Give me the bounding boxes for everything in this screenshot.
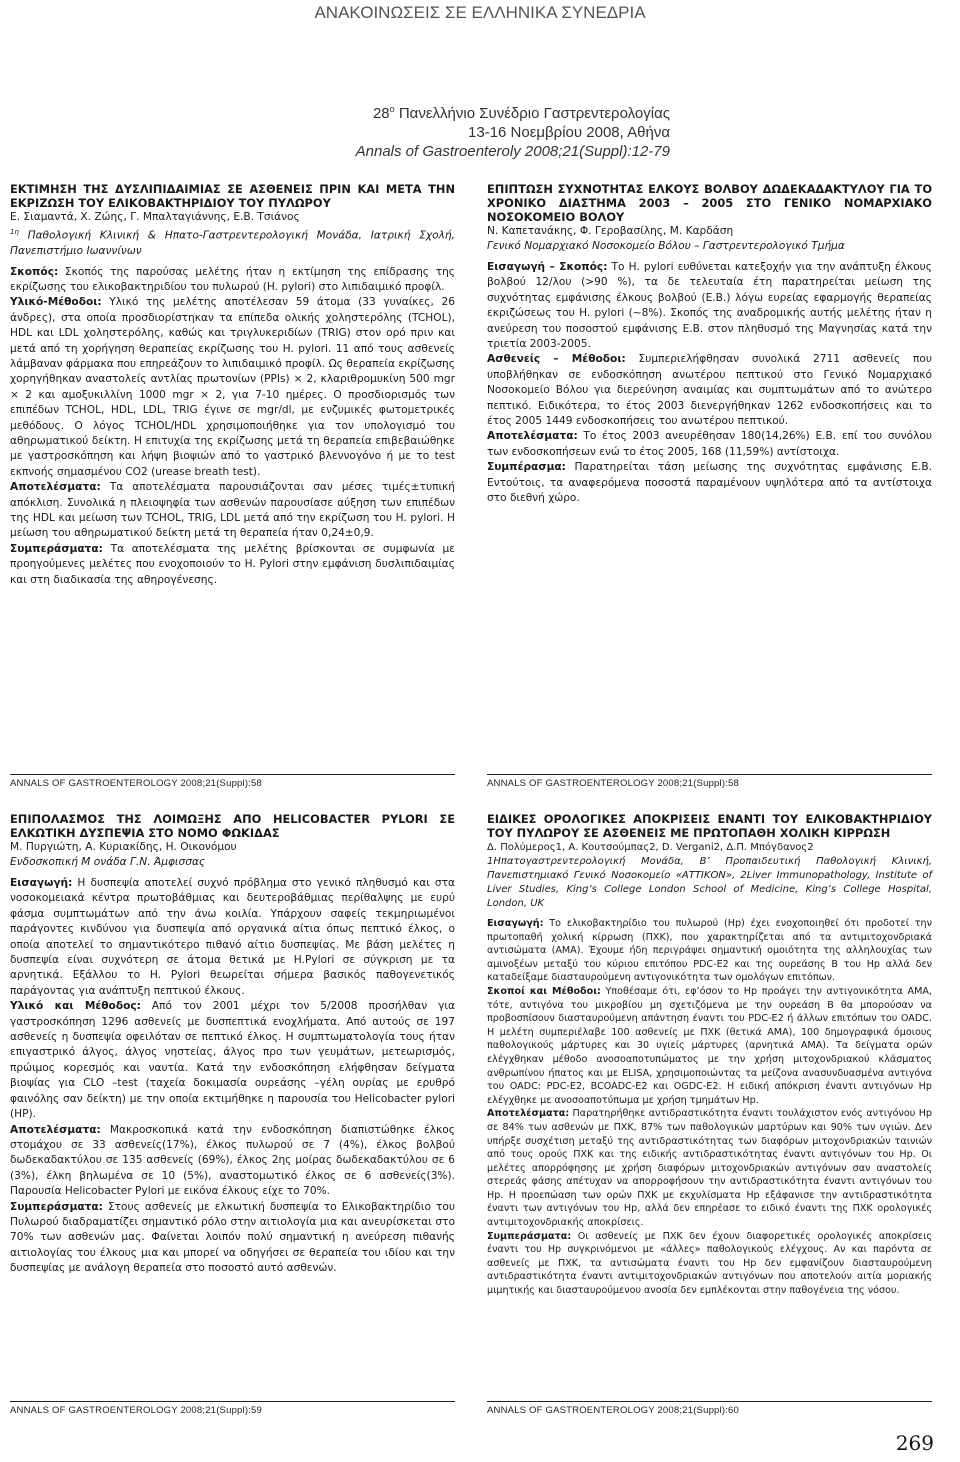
conference-title [170, 100, 670, 123]
paragraph-label: Συμπεράσματα: [487, 1230, 572, 1242]
abstract-paragraph [10, 480, 455, 542]
abstract-authors: Μ. Πυργιώτη, Α. Κυριακίδης, Η. Οικονόμου [10, 841, 237, 853]
abstract-authors: Ν. Καπετανάκης, Φ. Γεροβασίλης, Μ. Καρδάση [487, 225, 734, 237]
abstract-paragraph [10, 295, 455, 480]
paragraph-label: Αποτελέσματα: [487, 1108, 570, 1120]
abstract-1 [10, 182, 455, 588]
conference-name: Πανελλήνιο Συνέδριο Γαστρεντερολογίας [398, 105, 670, 122]
paragraph-text: Τα αποτελέσματα παρουσιάζονται σαν μέσες τιμές±τυπική απόκλιση. Συνολικά η πλειοψηφία των ασθενών παρουσίασε αύξηση των επιπέδων της HDL και μείωση των TCHOL, TRIG, LDL μετά από την εκρίζωση του H. pylori. Η μείωση του αθηρωματικού δείκτη μετά τη θεραπεία ήταν 0,24±0,9. [10, 481, 455, 540]
paragraph-label: Υλικό και Μέθοδος: [10, 1000, 141, 1013]
paragraph-label: Αποτελέσματα: [487, 430, 578, 443]
paragraph-label: Αποτελέσματα: [10, 481, 101, 494]
abstract-paragraph [10, 1123, 455, 1200]
abstract-paragraph [487, 429, 932, 460]
abstract-paragraph [10, 542, 455, 588]
paragraph-text: Μακροσκοπικά κατά την ενδοσκόπηση διαπιστώθηκε έλκος στομάχου σε 33 ασθενείς(17%), έλκος πυλωρού σε 7 (4%), έλκος βολβού δωδεκαδακτύλου σε 135 ασθενείς (69%), έλκος 2ης μοίρας δωδεκαδακτύλου σε 6 (3%), έλκη βηλωμένα σε 10 (5%), αναστομωτικό έλκος σε 6 ασθενείς(3%). Παρουσία Helicobacter Pylori με εικόνα έλκους είχε το 70%. [10, 1123, 455, 1198]
abstract-paragraph [487, 460, 932, 506]
abstract-paragraph [10, 265, 455, 296]
affiliation-superscript: 1η [10, 228, 19, 236]
conference-journal: Annals of Gastroenteroly 2008;21(Suppl):12-79 [355, 143, 670, 160]
paragraph-text: Το ελικοβακτηρίδιο του πυλωρού (Hp) έχει ενοχοποιηθεί ότι προδοτεί την πρωτοπαθή χολική κίρρωση (ΠΧΚ), που χαρακτηρίζεται από τα αντιμιτοχονδριακά αντισώματα (AMA). Έχουμε ήδη περιγράψει σημαντική ομοιότητα της αλληλουχίας των αμινοξέων μεταξύ του κύριου επιτόπου PDC-E2 και της ουρεάσης B του Hp αλλά δεν καταδείξαμε διασταυρούμενη αντιγονικότητα των ομολόγων επιτόπων. [487, 918, 932, 984]
abstract-affiliation: Ενδοσκοπική Μ ονάδα Γ.Ν. Άμφισσας [10, 856, 206, 868]
affiliation-text: Παθολογική Κλινική & Ηπατο-Γαστρεντερολογική Μονάδα, Ιατρική Σχολή, Πανεπιστήμιο Ιωαννίνων [10, 229, 455, 257]
paragraph-text: Παρατηρήθηκε αντιδραστικότητα έναντι τουλάχιστον ενός αντιγόνου Hp σε 84% των ασθενών με ΠΧΚ, 87% των παθολογικών μαρτύρων και 90% των υγιών. Δεν υπήρξε συσχέτιση μεταξύ της αντιδραστικότητας των διαφόρων μιτοχονδριακών ταινιών από τους ορούς ΠΧΚ και της ειδικής αντιδραστικότητας έναντι αντιγόνων του Hp. Οι μελέτες απορρόφησης με χρήση διαφόρων μιτοχονδριακών αντιγόνων σαν αναστολείς στερεάς φάσης απέτυχαν να απορροφήσουν την αντιδραστικότητα έναντι αντιγόνων του Hp. Η προεπώαση των ορών ΠΧΚ με εκχυλίσματα Hp εξάφανισε την αντιδραστικότητα έναντι των αντιγόνων του Hp, αλλά δεν επηρέασε το ειδικό έναντι της ΠΧΚ ορολογικές αντιμιτοχονδριακής αποκρίσεις. [487, 1108, 932, 1229]
abstract-4 [487, 812, 932, 1298]
abstract-paragraph [487, 352, 932, 429]
abstract-paragraph [487, 917, 932, 985]
paragraph-label: Ασθενείς – Μέθοδοι: [487, 353, 626, 366]
paragraph-text: Το H. pylori ευθύνεται κατεξοχήν για την ανάπτυξη έλκους βολβού 12/λου (>90 %), τα δε τελευταία έτη παρατηρείται μείωση της συχνότητας εμφάνισης έλκους βολβού (Ε.Β.) λόγω ευρείας εφαρμογής θεραπείας εκριζώσεως του H. pylori (~8%). Σκοπός της αναδρομικής αυτής μελέτης ήταν η ανεύρεση του ποσοστού εμφάνισης Ε.Β. στον πληθυσμό της Μαγνησίας κατά την τριετία 2003-2005. [487, 261, 932, 351]
abstract-authors: Δ. Πολύμερος1, Α. Κουτσούμπας2, D. Vergani2, Δ.Π. Μπόγδανος2 [487, 842, 814, 853]
paragraph-label: Σκοποί και Μέθοδοι: [487, 985, 601, 997]
page-number: 269 [895, 1431, 934, 1455]
paragraph-text: Υλικό της μελέτης αποτέλεσαν 59 άτομα (33 γυναίκες, 26 άνδρες), στα οποία προσδιορίστηκαν τα επίπεδα ολικής χοληστερόλης (TCHOL), HDL και LDL χοληστερόλης, καθώς και τριγλυκεριδίων (TRIG) στον ορό πριν και μετά από τη χορήγηση θεραπείας εκρίζωσης του H. pylori. 11 από τους ασθενείς λάμβαναν φάρμακα που επηρεάζουν το λιπιδαιμικό προφίλ. Ως θεραπεία εκρίζωσης χορηγήθηκαν αναστολείς αντλίας πρωτονίων (PPIs) × 2, κλαριθρομυκίνη 500 mgr × 2 και αμοξυκιλλίνη 1000 mgr × 2, για 7-10 ημέρες. Ο προσδιορισμός των επιπέδων TCHOL, HDL, LDL, TRIG έγινε σε mgr/dl, με ενζυμικές φωτομετρικές μεθόδους. Ο λόγος TCHOL/HDL χρησιμοποιήθηκε για τον υπολογισμό του αθηρωματικού δείκτη. Η επιτυχία της εκρίζωσης μετά τη θεραπεία επιβεβαιώθηκε με γαστροσκόπηση και λήψη βιοψιών από το γαστρικό βλεννογόνο ή με το test εκπνοής σημασμένου CO2 (urease breath test). [10, 296, 455, 478]
abstract-paragraph [10, 999, 455, 1122]
abstract-3-footer: ANNALS OF GASTROENTEROLOGY 2008;21(Suppl):59 [10, 1401, 455, 1416]
paragraph-text: Υποθέσαμε ότι, εφ’όσον το Hp προάγει την αντιγονικότητα AMA, τότε, αντιγόνα του μικροβίου μη σχετιζόμενα με την ουρεάση B θα μπορούσαν να προβοσπίσουν διασταυρούμενη απάντηση έναντι του PDC-E2 ή άλλων επιτόπων του OADC. Η μελέτη συμπεριέλαβε 100 ασθενείς με ΠΧΚ (θετικά AMA), 100 δημογραφικά όμοιους παθολογικούς μάρτυρες και 30 υγιείς μάρτυρες (αρνητικά AMA). Τα δείγματα ορών ελέγχθηκαν μέθοδο ανοσοαποτυπώματος με την χρήση μιτοχονδριακού κλάσματος ανθρωπίνου ήπατος και με ELISA, χρησιμοποιώντας τα μείζονα ανασυνδυασμένα αντιγόνα του OADC: PDC-E2, BCOADC-E2 και OGDC-E2. Η ειδική απόκριση έναντι αντιγόνων Hp ελέγχθηκε με ανοσοαποτύπωμα με χρήση τμημάτων Hp. [487, 985, 932, 1106]
abstract-3 [10, 812, 455, 1277]
abstract-1-footer: ANNALS OF GASTROENTEROLOGY 2008;21(Suppl):58 [10, 774, 455, 789]
abstract-affiliation: Γενικό Νομαρχιακό Νοσοκομείο Βόλου – Γαστρεντερολογικό Τμήμα [487, 240, 845, 252]
paragraph-text: Σκοπός της παρούσας μελέτης ήταν η εκτίμηση της επίδρασης της εκρίζωσης του ελικοβακτηριδίου του πυλωρού (H. pylori) στο λιπιδαιμικό προφίλ. [10, 265, 455, 293]
conference-header [170, 100, 670, 161]
abstract-paragraph [487, 260, 932, 352]
paragraph-text: Το έτος 2003 ανευρέθησαν 180(14,26%) Ε.Β. επί του συνόλου των ενδοσκοπήσεων ενώ το έτος 2005, 168 (11,59%) αντίστοιχα. [487, 430, 932, 458]
abstract-paragraph [487, 1107, 932, 1229]
paragraph-text: Οι ασθενείς με ΠΧΚ δεν έχουν διαφορετικές ορολογικές αποκρίσεις έναντι του Hp συγκρινόμενοι με «άλλες» παθολογικούς ελέγχους. Αν και παρόντα σε ασθενείς με ΠΧΚ, τα αντισώματα έναντι του Hp δεν εμφανίζουν διασταυρούμενη αντιδραστικότητα έναντι αντιμιτοχονδριακών αντιγόνων που αποτελούν αιτία μοριακής μιμητικής και διασταυρούμενου ανοσία δεν εμπλέκονται στην παθογένεια της νόσου. [487, 1230, 932, 1297]
abstract-affiliation [10, 225, 455, 259]
paragraph-label: Σκοπός: [10, 265, 59, 278]
paragraph-label: Υλικό-Μέθοδοι: [10, 296, 102, 309]
abstract-title: ΕΚΤΙΜΗΣΗ ΤΗΣ ΔΥΣΛΙΠΙΔΑΙΜΙΑΣ ΣΕ ΑΣΘΕΝΕΙΣ ΠΡΙΝ ΚΑΙ ΜΕΤΑ ΤΗΝ ΕΚΡΙΖΩΣΗ ΤΟΥ ΕΛΙΚΟΒΑΚΤΗΡΙΔΙΟΥ ΤΟΥ ΠΥΛΩΡΟΥ [10, 182, 455, 210]
paragraph-text: Από τον 2001 μέχρι τον 5/2008 προσήλθαν για γαστροσκόπηση 1296 ασθενείς με δυσπεπτικά ενοχλήματα. Από αυτούς σε 197 ασθενείς η δυσπεψία οφειλόταν σε πεπτικό έλκος. Η συμπτωματολογία τους ήταν επιγαστρικό άλγος, άλγος νηστείας, άλγος προ των γευμάτων, μετεωρισμός, πρώιμος κορεσμός και ναυτία. Κατά την ενδοσκόπηση ελήφθησαν δείγματα βιοψίας για CLO –test (ταχεία δοκιμασία ουρεάσης –γέλη ουρίας με ερυθρό φαινόλης σαν δείκτη) με την οποία εκτιμήθηκε η παρουσία του Helicobacter pylori (HP). [10, 1000, 455, 1121]
paragraph-label: Συμπεράσματα: [10, 542, 103, 555]
abstract-4-footer: ANNALS OF GASTROENTEROLOGY 2008;21(Suppl):60 [487, 1401, 932, 1416]
paragraph-text: Συμπεριελήφθησαν συνολικά 2711 ασθενείς που υποβλήθηκαν σε ενδοσκόπηση ανωτέρου πεπτικού στο Γενικό Νομαρχιακό Νοσοκομείο Βόλου για διερεύνηση αναιμίας και συμπτωμάτων από το ανώτερο πεπτικό. Ειδικότερα, το έτος 2003 διενεργήθηκαν 1262 ενδοσκοπήσεις και το έτος 2005 1449 ενδοσκοπήσεις του ανωτέρου πεπτικού. [487, 353, 933, 428]
running-head: ΑΝΑΚΟΙΝΩΣΕΙΣ ΣΕ ΕΛΛΗΝΙΚΑ ΣΥΝΕΔΡΙΑ [314, 3, 646, 22]
paragraph-text: Παρατηρείται τάση μείωσης της συχνότητας εμφάνισης Ε.Β. Εντούτοις, τα αναφερόμενα ποσοστά παραμένουν υψηλότερα από τα αντίστοιχα στο διεθνή χώρο. [487, 461, 932, 505]
conference-ordinal: ο [389, 104, 395, 114]
abstract-paragraph [10, 1200, 455, 1277]
conference-number: 28 [372, 105, 390, 122]
paragraph-label: Συμπεράσματα: [10, 1200, 103, 1213]
abstract-title: ΕΙΔΙΚΕΣ ΟΡΟΛΟΓΙΚΕΣ ΑΠΟΚΡΙΣΕΙΣ ΕΝΑΝΤΙ ΤΟΥ ΕΛΙΚΟΒΑΚΤΗΡΙΔΙΟΥ ΤΟΥ ΠΥΛΩΡΟΥ ΣΕ ΑΣΘΕΝΕΙΣ ΜΕ ΠΡΩΤΟΠΑΘΗ ΧΟΛΙΚΗ ΚΙΡΡΩΣΗ [487, 812, 932, 840]
abstract-paragraph [487, 1230, 932, 1298]
abstract-title: ΕΠΙΠΤΩΣΗ ΣΥΧΝΟΤΗΤΑΣ ΕΛΚΟΥΣ ΒΟΛΒΟΥ ΔΩΔΕΚΑΔΑΚΤΥΛΟΥ ΓΙΑ ΤΟ ΧΡΟΝΙΚΟ ΔΙΑΣΤΗΜΑ 2003 – 2005 ΣΤΟ ΓΕΝΙΚΟ ΝΟΜΑΡΧΙΑΚΟ ΝΟΣΟΚΟΜΕΙΟ ΒΟΛΟΥ [487, 182, 932, 224]
abstract-paragraph [10, 876, 455, 999]
paragraph-text: Στους ασθενείς με ελκωτική δυσπεψία το Ελικοβακτηρίδιο του Πυλωρού διαδραματίζει σημαντικό ρόλο στην αιτιολογία μια και ανευρίσκεται στο 70% των ασθενών μας. Φαίνεται λοιπόν πολύ σημαντική η ανεύρεση πιθανής αιτιολογίας του έλκους μια και μπορεί να οδηγήσει σε θεραπεία του ιδίου και την δυσπεψίας με ανάλογη θεραπεία στο ποσοστό αυτό ασθενών. [10, 1200, 455, 1275]
conference-dates: 13-16 Νοεμβρίου 2008, Αθήνα [468, 124, 670, 141]
paragraph-label: Εισαγωγή: [487, 918, 544, 929]
abstract-affiliation: 1Ηπατογαστρεντερολογική Μονάδα, Β’ Προπαιδευτική Παθολογική Κλινική, Πανεπιστημιακό Γενικό Νοσοκομείο «ΑΤΤΙΚΟΝ», 2Liver Immunopathology, Institute of Liver Studies, King’s College London School of Medicine, King’s College Hospital, London, UK [487, 856, 932, 909]
paragraph-text: Η δυσπεψία αποτελεί συχνό πρόβλημα στο γενικό πληθυσμό και στα νοσοκομειακά κέντρα πρωτοβάθμιας και δευτεροβάθμιας περίθαλψης με ευρύ φάσμα συμπτωμάτων από την άνω κοιλία. Υπάρχουν σαφείς τεκμηριωμένοι παράγοντες κινδύνου για δυσπεψία από οργανικά αίτια όπως πεπτικό έλκος, ο οποία αποτελεί το σημαντικότερο πιθανό αίτιο δυσπεψίας. Με βάση μελέτες η δυσπεψία είναι συχνότερη σε άτομα θετικά με H.Pylori σε σύγκριση με τα αρνητικά. Εξάλλου το H. Pylori θεωρείται σήμερα βασικός παθογενετικός παράγοντας για ανάπτυξη πεπτικού έλκους. [10, 877, 455, 997]
abstract-paragraph [487, 985, 932, 1107]
abstract-title: ΕΠΙΠΟΛΑΣΜΟΣ ΤΗΣ ΛΟΙΜΩΞΗΣ ΑΠΟ HELICOBACTER PYLORI ΣΕ ΕΛΚΩΤΙΚΗ ΔΥΣΠΕΨΙΑ ΣΤΟ ΝΟΜΟ ΦΩΚΙΔΑΣ [10, 812, 455, 840]
abstract-2-footer: ANNALS OF GASTROENTEROLOGY 2008;21(Suppl):58 [487, 774, 932, 789]
paragraph-label: Αποτελέσματα: [10, 1123, 101, 1136]
abstract-2 [487, 182, 932, 507]
abstract-authors: Ε. Σιαμαντά, Χ. Ζώης, Γ. Μπαλταγιάννης, Ε.Β. Τσιάνος [10, 211, 300, 223]
paragraph-text: Τα αποτελέσματα της μελέτης βρίσκονται σε συμφωνία με προηγούμενες μελέτες που ενοχοποιούν το H. Pylori στην εμφάνιση δυσλιπιδαιμίας και στη διαδικασία της αθηρογένεσης. [10, 542, 455, 586]
paragraph-label: Εισαγωγή: [10, 877, 73, 889]
paragraph-label: Συμπέρασμα: [487, 461, 566, 474]
paragraph-label: Εισαγωγή – Σκοπός: [487, 261, 608, 273]
